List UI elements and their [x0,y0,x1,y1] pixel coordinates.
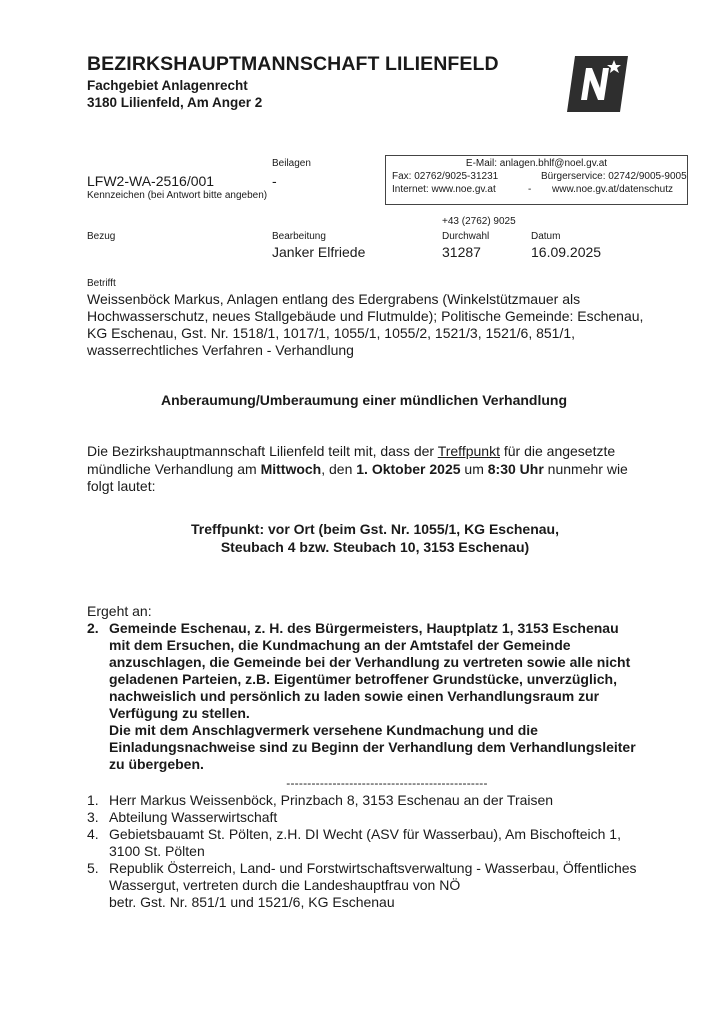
subject-ref-label: Bezug [87,231,116,242]
list-item-line: geladenen Parteien, z.B. Eigentümer betroffener Grundstücke, unverzüglich, [109,671,617,687]
contact-fax: Fax: 02762/9025-31231 [392,171,499,182]
separator: ------------------------------------------------ [286,776,488,790]
contact-email: E-Mail: anlagen.bhlf@noel.gv.at [465,158,608,169]
list-item [87,620,687,773]
distribution-label: Ergeht an: [87,603,152,619]
meeting-time: 8:30 Uhr [487,460,544,477]
intro-text: um [460,460,488,477]
list-item-text: Abteilung Wasserwirtschaft [109,809,278,825]
contact-internet: Internet: www.noe.gv.at [392,184,496,195]
subject-text [87,291,697,359]
extension-label: Durchwahl [442,231,490,242]
intro-text: für die angesetzte [499,443,616,459]
subject-line: Weissenböck Markus, Anlagen entlang des Edergrabens (Winkelstützmauer als [87,291,581,307]
list-item [87,826,687,860]
subject-line: wasserrechtliches Verfahren - Verhandlung [87,342,354,358]
subject-line: KG Eschenau, Gst. Nr. 1518/1, 1017/1, 1055/1, 1055/2, 1521/3, 1521/6, 851/1, [87,325,576,341]
meeting-date: 1. Oktober 2025 [356,460,461,477]
list-item-number: 4. [87,826,99,842]
list-item-text: Wassergut, vertreten durch die Landeshauptfrau von NÖ [109,877,461,893]
intro-text: nunmehr wie [543,460,628,477]
handler-value: Janker Elfriede [272,244,366,260]
attachments-value: - [272,173,277,189]
list-item-line: nachweislich und persönlich zu laden sowie einen Verhandlungsraum zur [109,688,600,704]
list-item-line: Gemeinde Eschenau, z. H. des Bürgermeisters, Hauptplatz 1, 3153 Eschenau [109,620,619,636]
intro-text: , den [321,460,357,477]
reference-number: LFW2-WA-2516/001 [87,173,215,189]
list-item-line: Einladungsnachweise sind zu Beginn der Verhandlung dem Verhandlungsleiter [109,739,636,755]
list-item-line: anzuschlagen, die Gemeinde bei der Verhandlung zu vertreten sowie alle nicht [109,654,631,670]
extension-value: 31287 [442,244,481,260]
list-item-text: betr. Gst. Nr. 851/1 und 1521/6, KG Eschenau [109,894,395,910]
subject-line: Hochwasserschutz, neues Stallgebäude und Flutmulde); Politische Gemeinde: Eschenau, [87,308,644,324]
list-item-line: Die mit dem Anschlagvermerk versehene Kundmachung und die [109,722,538,738]
list-item-text: Republik Österreich, Land- und Forstwirtschaftsverwaltung - Wasserbau, Öffentliches [109,860,637,876]
contact-box [385,155,688,205]
list-item [87,792,687,809]
date-value: 16.09.2025 [531,244,602,260]
list-item-line: mit dem Ersuchen, die Kundmachung an der Amtstafel der Gemeinde [109,637,571,653]
list-item-number: 3. [87,809,99,825]
list-item [87,809,687,826]
handler-label: Bearbeitung [272,231,326,242]
list-item-text: Herr Markus Weissenböck, Prinzbach 8, 3153 Eschenau an der Traisen [109,792,554,808]
organization-address: 3180 Lilienfeld, Am Anger 2 [87,95,263,110]
intro-text: Die Bezirkshauptmannschaft Lilienfeld teilt mit, dass der [87,443,438,459]
intro-text: mündliche Verhandlung am [87,460,261,477]
meeting-point-line: Treffpunkt: vor Ort (beim Gst. Nr. 1055/1, KG Eschenau, [191,521,559,537]
list-item [87,860,687,911]
contact-service: Bürgerservice: 02742/9005-9005 [541,171,687,182]
phone-prefix: +43 (2762) 9025 [442,216,516,227]
document-title: Anberaumung/Umberaumung einer mündlichen Verhandlung [160,392,568,408]
contact-privacy: www.noe.gv.at/datenschutz [552,184,673,195]
subject-label: Betrifft [87,278,116,289]
list-item-number: 2. [87,620,99,636]
list-item-text: Gebietsbauamt St. Pölten, z.H. DI Wecht (ASV für Wasserbau), Am Bischofteich 1, [109,826,621,842]
contact-dash: - [528,184,532,195]
list-item-number: 1. [87,792,99,808]
organization-name: BEZIRKSHAUPTMANNSCHAFT LILIENFELD [87,53,499,75]
reference-label: Kennzeichen (bei Antwort bitte angeben) [87,190,268,201]
meeting-point-line: Steubach 4 bzw. Steubach 10, 3153 Eschenau) [220,538,530,555]
list-item-number: 5. [87,860,99,876]
distribution-list [87,620,687,911]
intro-paragraph [87,443,697,496]
meeting-day: Mittwoch [260,460,322,477]
attachments-label: Beilagen [272,158,311,169]
date-label: Datum [531,231,561,242]
intro-text: folgt lautet: [87,478,156,494]
meeting-point-term: Treffpunkt [437,443,500,459]
list-item-line: zu übergeben. [109,756,204,772]
department-name: Fachgebiet Anlagenrecht [87,78,248,93]
list-item-line: Verfügung zu stellen. [109,705,250,721]
noe-logo-icon [565,54,629,114]
list-item-text: 3100 St. Pölten [109,843,205,859]
meeting-point [87,521,663,556]
